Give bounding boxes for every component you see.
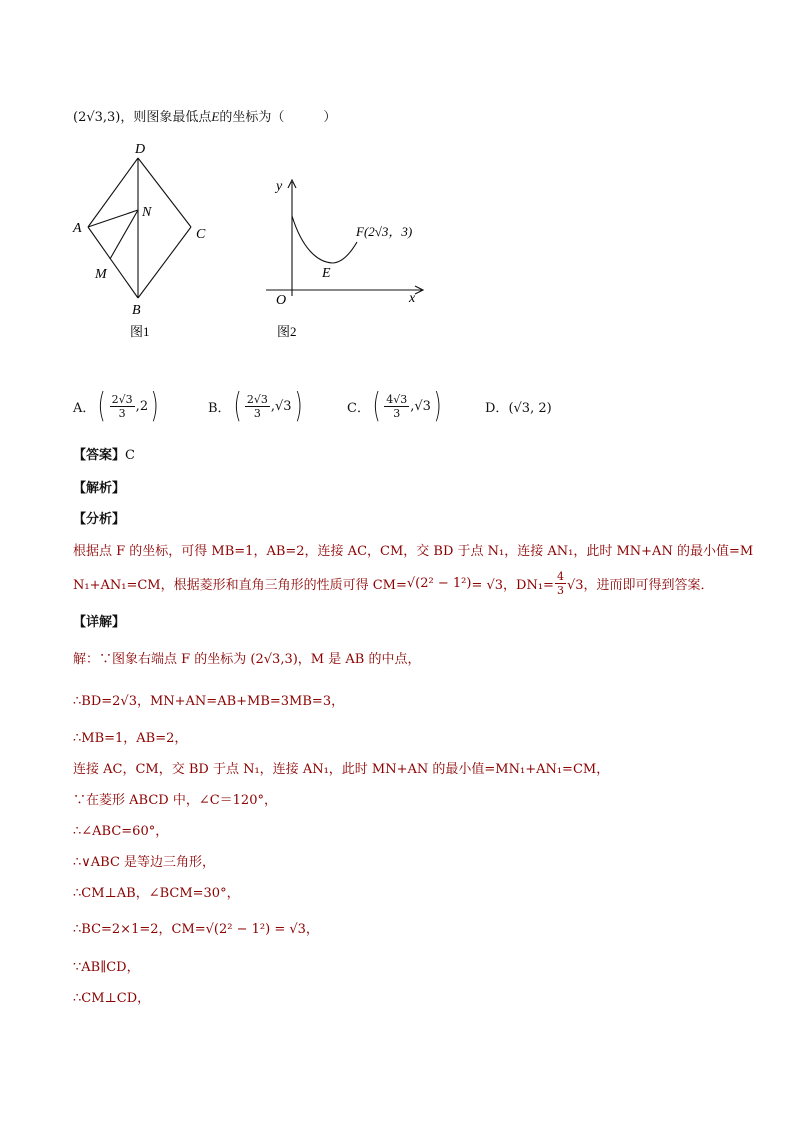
axis-label-y: y [276,179,283,194]
answer-line [73,444,135,463]
option-c-letter: C． [347,400,370,416]
option-a-num: 2√3 [111,392,133,406]
label-d: D [135,142,146,157]
fenxi-line-2: N₁+AN₁=CM，根据菱形和直角三角形的性质可得 CM= √(2² − 1²) = √3，DN₁= $\frac{4}{3}$ √3，进而即可得到答案． [73,569,714,597]
detail-line: 连接 AC，CM，交 BD 于点 N₁，连接 AN₁，此时 MN+AN 的最小值=MN₁+AN₁=CM， [73,762,610,777]
option-b[interactable]: B． ( $\frac{2√3}{3}$ , √3 ) [208,386,303,426]
answer-tag: 【答案】 [73,448,126,463]
axis-label-x: x [409,291,416,306]
detail-line: ∴BD=2√3，MN+AN=AB+MB=3MB=3， [73,694,345,709]
option-b-num: 2√3 [246,392,268,406]
question-text-2: 的坐标为（ ） [219,110,337,125]
detail-tag: 【详解】 [73,615,126,630]
origin-label: O [276,293,287,308]
figure-2-caption: 图2 [277,324,297,339]
figure-1-caption: 图1 [130,324,150,339]
segment-an [88,210,138,227]
fenxi-tag: 【分析】 [73,512,126,527]
question-line [73,106,336,125]
figure-2-graph [262,170,442,342]
point-e-label: E [322,266,331,281]
option-c-second: √3 [414,398,431,414]
option-a-second: 2 [139,398,149,414]
function-curve [292,216,357,263]
option-a-den: 3 [118,406,126,420]
detail-line: ∴CM⊥CD， [73,991,151,1006]
option-b-letter: B． [208,400,231,416]
detail-line: ∴MB=1，AB=2， [73,731,188,746]
option-c-den: 3 [393,406,401,420]
detail-line: ∵AB∥CD， [73,960,140,975]
detail-line: ∴CM⊥AB，∠BCM=30°， [73,886,240,901]
detail-line: ∴BC=2×1=2，CM=√(2² − 1²) = √3， [73,922,319,937]
label-b: B [132,303,141,318]
detail-line: ∴∠ABC=60°， [73,824,169,839]
option-c-num: 4√3 [386,392,408,406]
fenxi-line-1: 根据点 F 的坐标，可得 MB=1，AB=2，连接 AC，CM，交 BD 于点 N₁，连接 AN₁，此时 MN+AN 的最小值=M [73,544,754,559]
point-label: E [211,109,220,124]
edge-cb [138,227,191,298]
detail-line: ∴∨ABC 是等边三角形， [73,855,216,870]
detail-line: 解：∵图象右端点 F 的坐标为 (2√3,3)，M 是 AB 的中点， [73,652,421,667]
analysis-tag: 【解析】 [73,481,126,496]
option-d-text: (√3, 2) [508,401,552,416]
label-c: C [196,227,206,242]
label-n: N [142,205,152,220]
label-m: M [95,267,107,282]
option-c[interactable]: C． ( $\frac{4√3}{3}$ , √3 ) [347,386,442,426]
point-f-label: F(2√3，3) [356,224,413,239]
segment-mn [110,210,138,259]
figure-1-rhombus [70,138,220,343]
option-d-letter: D． [485,401,509,416]
edge-ab [88,227,138,298]
label-a: A [73,221,82,236]
question-text: ，则图象最低点 [120,110,212,125]
option-d[interactable] [485,397,552,416]
edge-da [88,158,138,227]
option-a[interactable]: A． ( $\frac{2√3}{3}$ , 2 ) [73,386,159,426]
option-a-letter: A． [73,400,96,416]
option-b-second: √3 [274,398,292,414]
detail-line: ∵在菱形 ABCD 中，∠C＝120°， [73,793,277,808]
point-coord: (2√3,3) [73,110,121,125]
option-b-den: 3 [253,406,261,420]
answer-value: C [125,448,135,463]
